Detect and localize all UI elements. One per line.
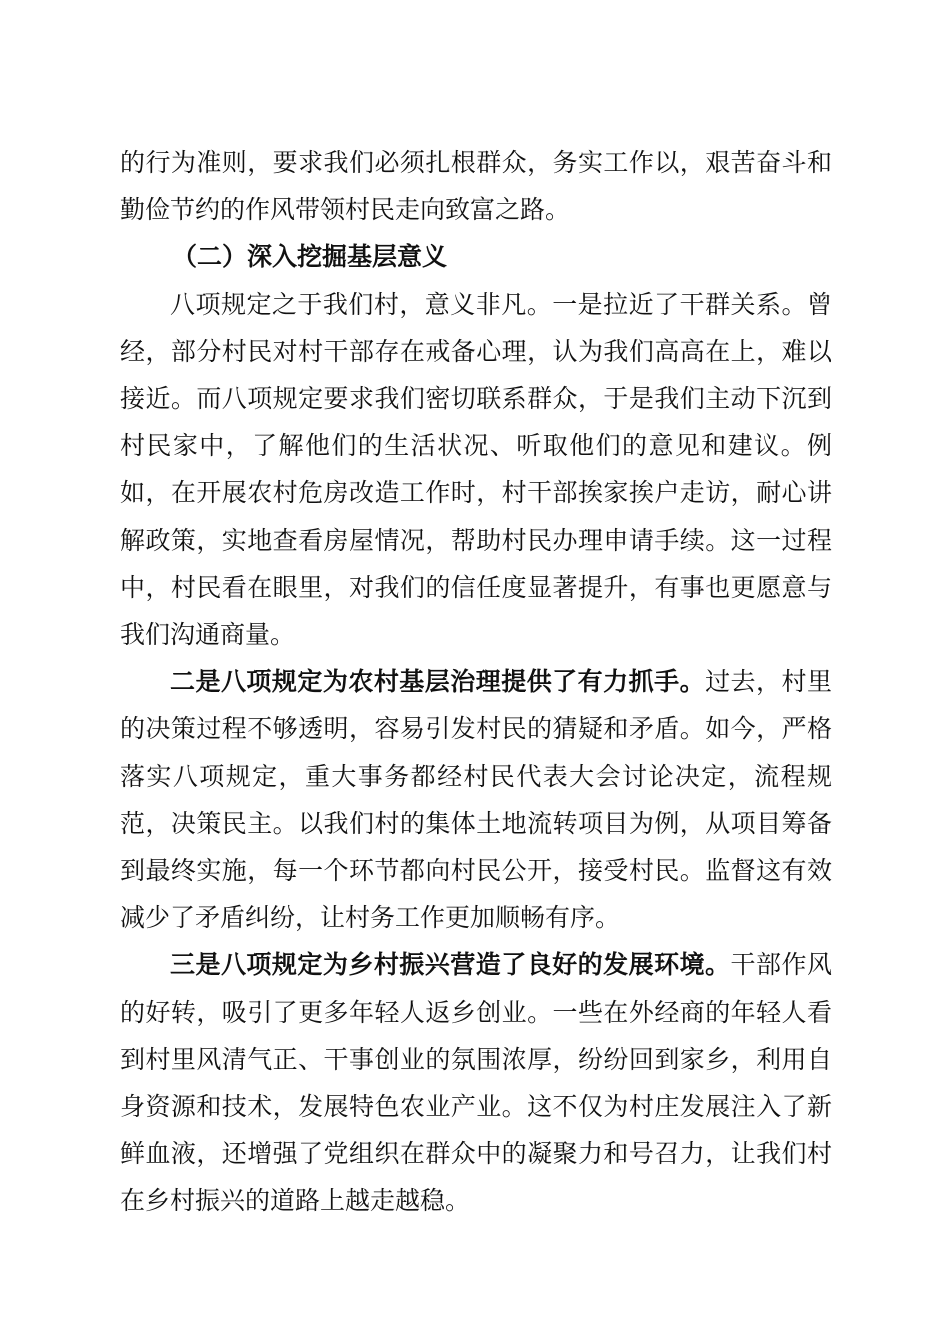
paragraph-2-body: 过去，村里的决策过程不够透明，容易引发村民的猜疑和矛盾。如今，严格落实八项规定，重大事务都经村民代表大会讨论决定，流程规范，决策民主。以我们村的集体土地流转项目为例，从项目筹备到最终实施，每一个环节都向村民公开，接受村民。监督这有效减少了矛盾纠纷，让村务工作更加顺畅有序。 xyxy=(120,667,832,933)
paragraph-3-body: 干部作风的好转，吸引了更多年轻人返乡创业。一些在外经商的年轻人看到村里风清气正、干事创业的氛围浓厚，纷纷回到家乡，利用自身资源和技术，发展特色农业产业。这不仅为村庄发展注入了新鲜血液，还增强了党组织在群众中的凝聚力和号召力，让我们村在乡村振兴的道路上越走越稳。 xyxy=(120,950,832,1216)
paragraph-2-lead: 二是八项规定为农村基层治理提供了有力抓手。 xyxy=(170,667,706,697)
section-heading: （二）深入挖掘基层意义 xyxy=(172,242,448,272)
paragraph-2 xyxy=(120,658,832,941)
paragraph-continuation: 的行为准则，要求我们必须扎根群众，务实工作以，艰苦奋斗和勤俭节约的作风带领村民走向致富之路。 xyxy=(120,148,832,225)
document-body xyxy=(120,139,832,1225)
paragraph-3-lead: 三是八项规定为乡村振兴营造了良好的发展环境。 xyxy=(170,950,731,980)
paragraph-1: 八项规定之于我们村，意义非凡。一是拉近了干群关系。曾经，部分村民对村干部存在戒备心理，认为我们高高在上，难以接近。而八项规定要求我们密切联系群众，于是我们主动下沉到村民家中，了解他们的生活状况、听取他们的意见和建议。例如，在开展农村危房改造工作时，村干部挨家挨户走访，耐心讲解政策，实地查看房屋情况，帮助村民办理申请手续。这一过程中，村民看在眼里，对我们的信任度显著提升，有事也更愿意与我们沟通商量。 xyxy=(120,289,832,650)
paragraph-3 xyxy=(120,941,832,1224)
